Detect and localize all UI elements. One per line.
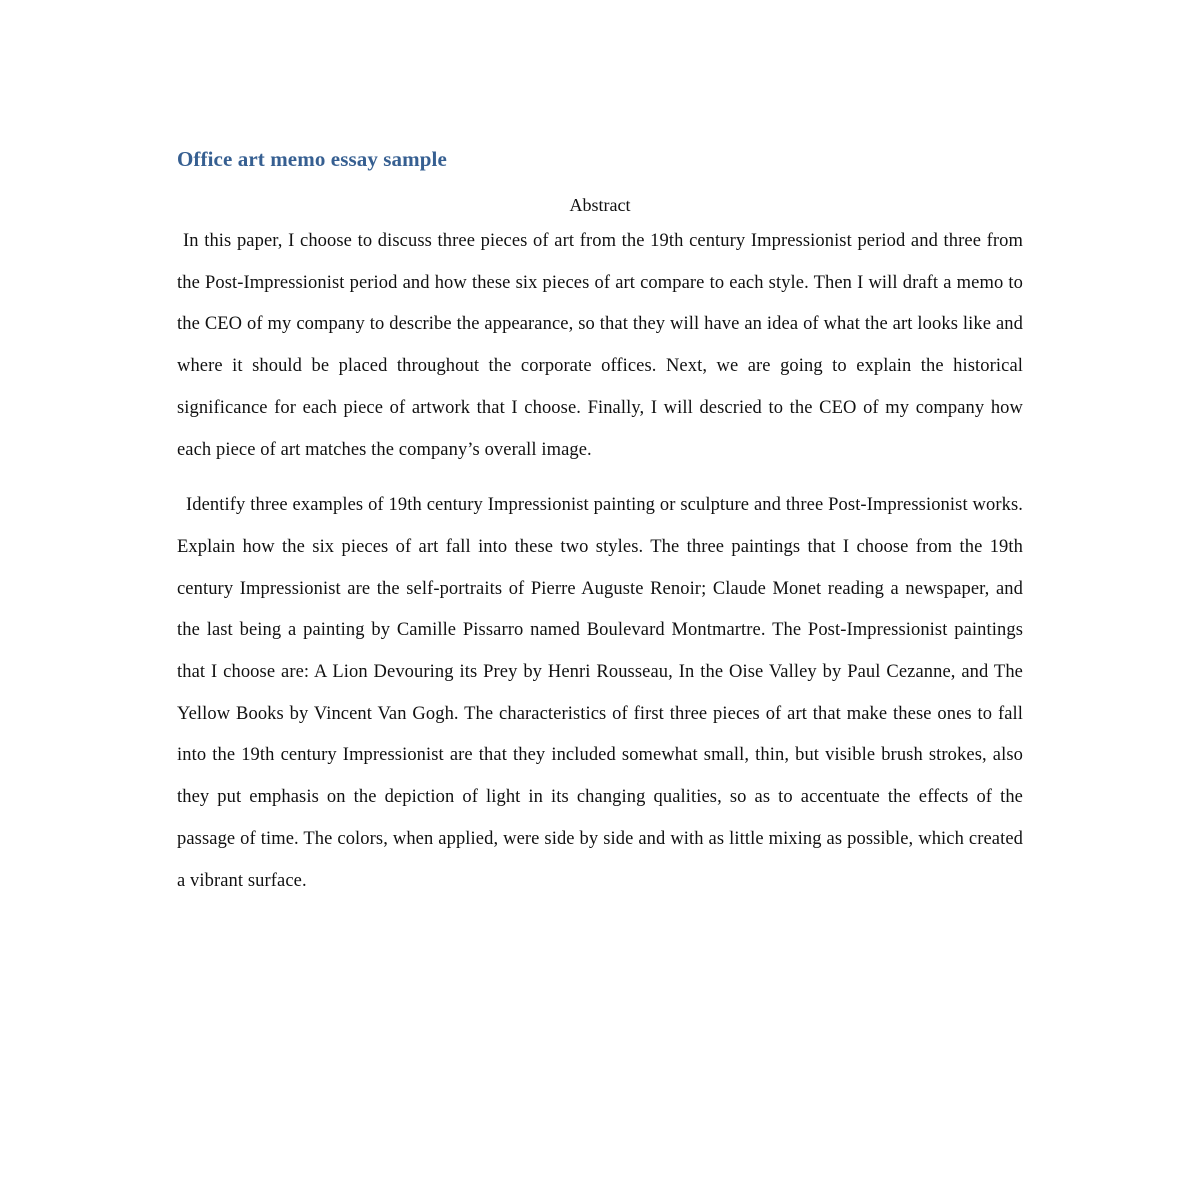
- paragraph-identify-examples: Identify three examples of 19th century Impressionist painting or sculpture and three Post-Impressionist works. Explain how the six pieces of art fall into these two styles. The three paintings that I choose from the 19th century Impressionist are the self-portraits of Pierre Auguste Renoir; Claude Monet reading a newspaper, and the last being a painting by Camille Pissarro named Boulevard Montmartre. The Post-Impressionist paintings that I choose are: A Lion Devouring its Prey by Henri Rousseau, In the Oise Valley by Paul Cezanne, and The Yellow Books by Vincent Van Gogh. The characteristics of first three pieces of art that make these ones to fall into the 19th century Impressionist are that they included somewhat small, thin, but visible brush strokes, also they put emphasis on the depiction of light in its changing qualities, so as to accentuate the effects of the passage of time. The colors, when applied, were side by side and with as little mixing as possible, which created a vibrant surface.: [177, 495, 1023, 891]
- abstract-heading: Abstract: [569, 195, 631, 215]
- document-body: [177, 144, 1023, 902]
- document-title: Office art memo essay sample: [177, 147, 447, 171]
- paragraph-abstract: In this paper, I choose to discuss three pieces of art from the 19th century Impressionist period and three from the Post-Impressionist period and how these six pieces of art compare to each style. Then I will draft a memo to the CEO of my company to describe the appearance, so that they will have an idea of what the art looks like and where it should be placed throughout the corporate offices. Next, we are going to explain the historical significance for each piece of artwork that I choose. Finally, I will descried to the CEO of my company how each piece of art matches the company’s overall image.: [177, 231, 1023, 460]
